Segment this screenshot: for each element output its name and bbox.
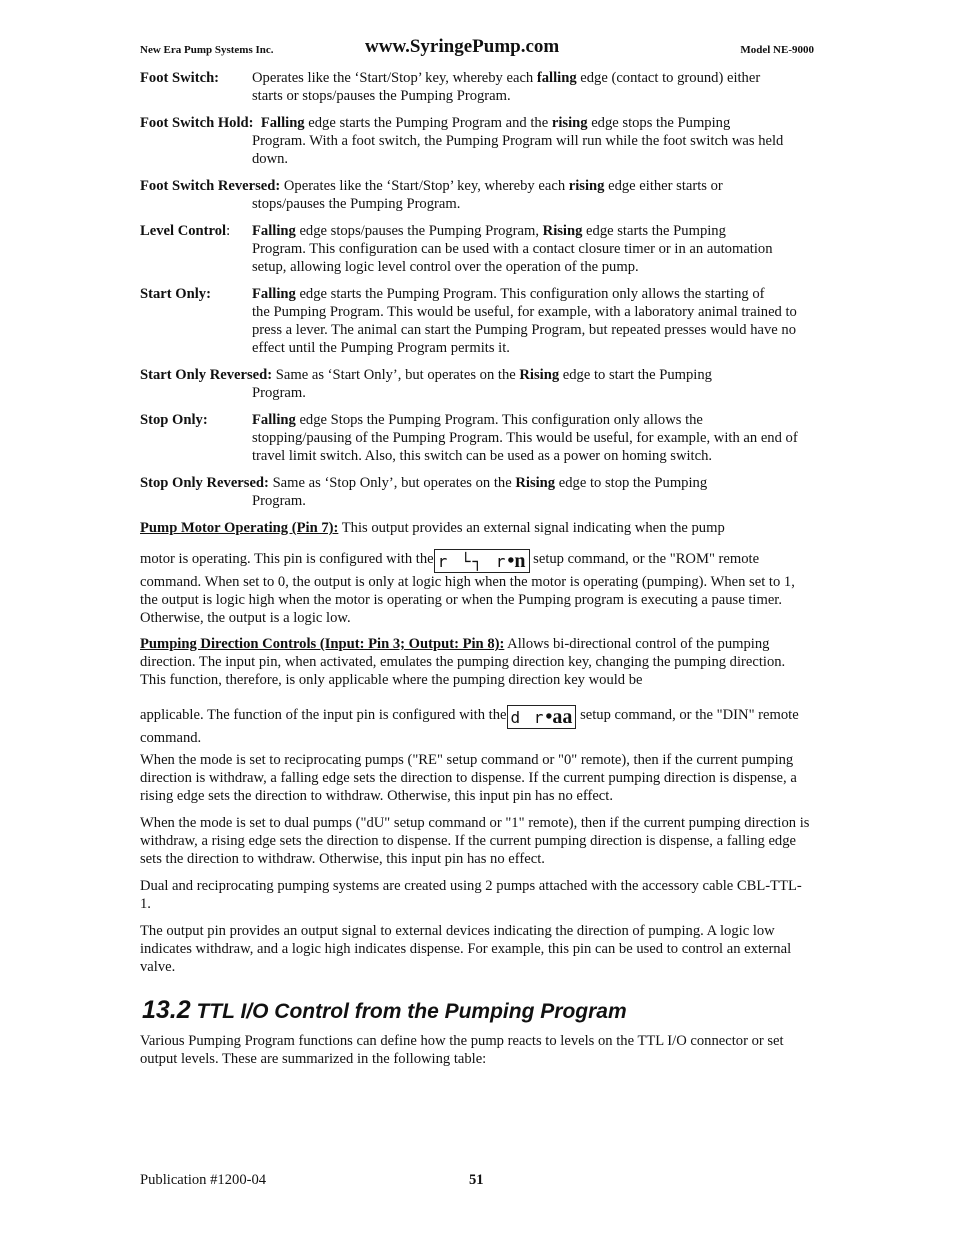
term: Foot Switch Hold: bbox=[140, 115, 254, 131]
def-level-control: Level Control: Falling edge stops/pauses the Pumping Program, Rising edge starts the Pumping Program. This configuration can be used with a contact closure timer or in an automation setup, allowing logic level control over the operation of the pump. bbox=[140, 223, 773, 275]
term: Foot Switch Reversed: bbox=[140, 178, 281, 194]
def-foot-switch: Foot Switch: Operates like the ‘Start/Stop’ key, whereby each falling edge (contact to ground) either starts or stops/pauses the Pumping Program. bbox=[140, 70, 761, 104]
page-number: 51 bbox=[469, 1172, 484, 1188]
pump-motor-paragraph: Pump Motor Operating (Pin 7): This output provides an external signal indicating when the pump motor is operating. This pin is configured with ther └┐ r•n setup command, or the "ROM" remote command. When set to 0, the output is only at logic high when the motor is operating (pumping). When set to 1, the output is logic high when the motor is operating or when the Pumping program is executing a pause timer. Otherwise, the output is a logic low. bbox=[140, 520, 795, 626]
def-stop-only: Stop Only: Falling edge Stops the Pumping Program. This configuration only allows the stopping/pausing of the Pumping Program. This would be useful, for example, with an end of travel limit switch. Also, this switch can be used as a power on homing switch. bbox=[140, 412, 798, 464]
reciprocating-paragraph: When the mode is set to reciprocating pumps ("RE" setup command or "0" remote), then if the current pumping direction is withdraw, a falling edge sets the direction to dispense. If the current pumping direction is dispense, a rising edge sets the direction to withdraw. Otherwise, this input pin has no effect. bbox=[140, 752, 797, 804]
def-foot-switch-hold: Foot Switch Hold: Falling edge starts the Pumping Program and the rising edge stops the Pumping Program. With a foot switch, the Pumping Program will run while the foot switch was held down. bbox=[140, 115, 784, 167]
def-start-only: Start Only: Falling edge starts the Pumping Program. This configuration only allows the starting of the Pumping Program. This would be useful, for example, with a laboratory animal trained to press a lever. The animal can start the Pumping Program, but repeated presses would have no effect until the Pumping Program permits it. bbox=[140, 286, 797, 356]
systems-paragraph: Dual and reciprocating pumping systems are created using 2 pumps attached with the accessory cable CBL-TTL-1. bbox=[140, 878, 802, 912]
publication-number: Publication #1200-04 bbox=[140, 1172, 267, 1188]
def-foot-switch-reversed: Foot Switch Reversed: Operates like the ‘Start/Stop’ key, whereby each rising edge either starts or stops/pauses the Pumping Program. bbox=[140, 178, 723, 212]
pump-motor-heading: Pump Motor Operating (Pin 7): bbox=[140, 520, 339, 536]
page-header bbox=[140, 36, 814, 60]
term: Stop Only: bbox=[140, 412, 208, 428]
term: Start Only: bbox=[140, 286, 211, 302]
term: Foot Switch: bbox=[140, 70, 220, 86]
company-name: New Era Pump Systems Inc. bbox=[140, 44, 274, 56]
def-start-only-reversed: Start Only Reversed: Same as ‘Start Only’, but operates on the Rising edge to start the Pumping Program. bbox=[140, 367, 712, 401]
direction-paragraph: Pumping Direction Controls (Input: Pin 3; Output: Pin 8): Allows bi-directional control of the pumping direction. The input pin, when activated, emulates the pumping direction key, changing the pumping direction. This function, therefore, is only applicable where the pumping direction key would be applicable. The function of the input pin is configured with thed r•aa setup command, or the "DIN" remote command. bbox=[140, 636, 799, 746]
model-number: Model NE-9000 bbox=[740, 44, 814, 56]
direction-heading: Pumping Direction Controls (Input: Pin 3; Output: Pin 8): bbox=[140, 636, 505, 652]
dual-paragraph: When the mode is set to dual pumps ("dU" setup command or "1" remote), then if the current pumping direction is withdraw, a rising edge sets the direction to dispense. If the current pumping direction is dispense, a falling edge sets the direction to withdraw. Otherwise, this input pin has no effect. bbox=[140, 815, 810, 867]
lcd-display-run: r └┐ r•n bbox=[434, 549, 530, 573]
section-intro-paragraph: Various Pumping Program functions can define how the pump reacts to levels on the TTL I/O connector or set output levels. These are summarized in the following table: bbox=[140, 1033, 784, 1067]
section-heading bbox=[142, 996, 627, 1025]
output-pin-paragraph: The output pin provides an output signal to external devices indicating the direction of pumping. A logic low indicates withdraw, and a logic high indicates dispense. For example, this pin can be used to control an external valve. bbox=[140, 923, 792, 975]
lcd-display-dir: d r•aa bbox=[507, 705, 577, 729]
def-stop-only-reversed: Stop Only Reversed: Same as ‘Stop Only’, but operates on the Rising edge to stop the Pumping Program. bbox=[140, 475, 708, 509]
term: Level Control bbox=[140, 223, 227, 239]
term: Start Only Reversed: bbox=[140, 367, 273, 383]
term: Stop Only Reversed: bbox=[140, 475, 269, 491]
website-url: www.SyringePump.com bbox=[365, 36, 560, 57]
section-title: TTL I/O Control from the Pumping Program bbox=[190, 1000, 627, 1023]
section-number: 13.2 bbox=[142, 996, 191, 1024]
